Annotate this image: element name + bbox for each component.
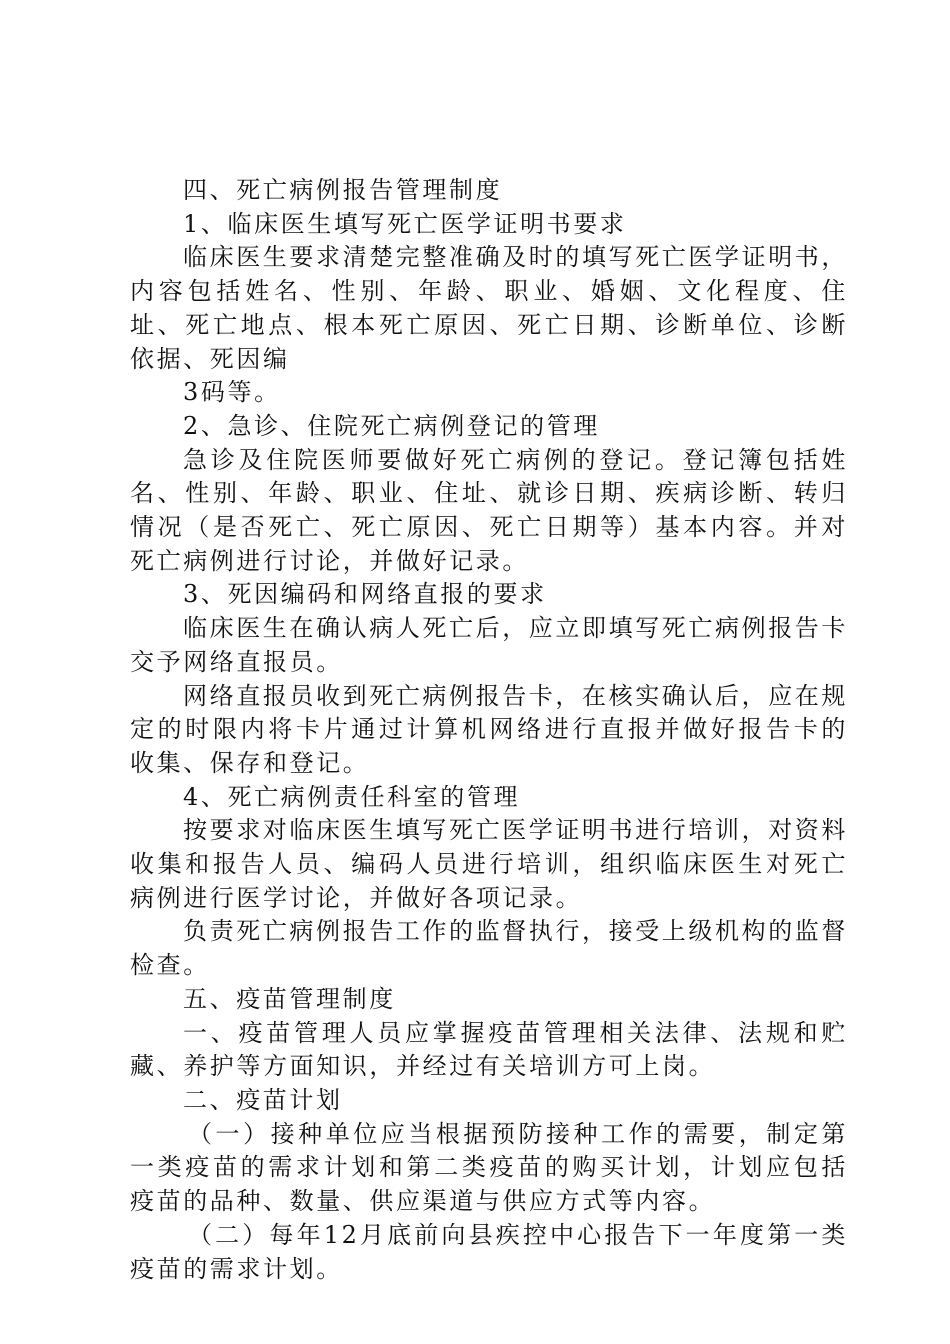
subheading-3: 3、死因编码和网络直报的要求 — [183, 580, 547, 609]
paragraph: （二）每年12月底前向县疾控中心报告下一年度第一类疫苗的需求计划。 — [130, 1220, 848, 1283]
section-heading-death-report: 四、死亡病例报告管理制度 — [183, 176, 503, 204]
document-body — [130, 174, 848, 1286]
subheading-4: 4、死亡病例责任科室的管理 — [183, 782, 521, 811]
section-heading-vaccine: 五、疫苗管理制度 — [183, 984, 396, 1013]
paragraph: 网络直报员收到死亡病例报告卡，在核实确认后，应在规定的时限内将卡片通过计算机网络进行直报并做好报告卡的收集、保存和登记。 — [130, 681, 848, 777]
paragraph: 急诊及住院医师要做好死亡病例的登记。登记簿包括姓名、性别、年龄、职业、住址、就诊日期、疾病诊断、转归情况（是否死亡、死亡原因、死亡日期等）基本内容。并对死亡病例进行讨论，并做好记录。 — [130, 445, 848, 575]
paragraph: 3码等。 — [183, 378, 281, 407]
subheading-vaccine-plan: 二、疫苗计划 — [183, 1085, 343, 1114]
paragraph: 按要求对临床医生填写死亡医学证明书进行培训，对资料收集和报告人员、编码人员进行培训，组织临床医生对死亡病例进行医学讨论，并做好各项记录。 — [130, 816, 848, 912]
paragraph: 负责死亡病例报告工作的监督执行，接受上级机构的监督检查。 — [130, 917, 848, 980]
paragraph: 临床医生在确认病人死亡后，应立即填写死亡病例报告卡交予网络直报员。 — [130, 614, 848, 676]
subheading-1: 1、临床医生填写死亡医学证明书要求 — [183, 209, 627, 238]
paragraph: 一、疫苗管理人员应掌握疫苗管理相关法律、法规和贮藏、养护等方面知识，并经过有关培训方可上岗。 — [130, 1018, 848, 1081]
paragraph: （一）接种单位应当根据预防接种工作的需要，制定第一类疫苗的需求计划和第二类疫苗的购买计划，计划应包括疫苗的品种、数量、供应渠道与供应方式等内容。 — [130, 1119, 848, 1216]
subheading-2: 2、急诊、住院死亡病例登记的管理 — [183, 411, 600, 440]
paragraph: 临床医生要求清楚完整准确及时的填写死亡医学证明书，内容包括姓名、性别、年龄、职业、婚姻、文化程度、住址、死亡地点、根本死亡原因、死亡日期、诊断单位、诊断依据、死因编 — [130, 243, 848, 373]
